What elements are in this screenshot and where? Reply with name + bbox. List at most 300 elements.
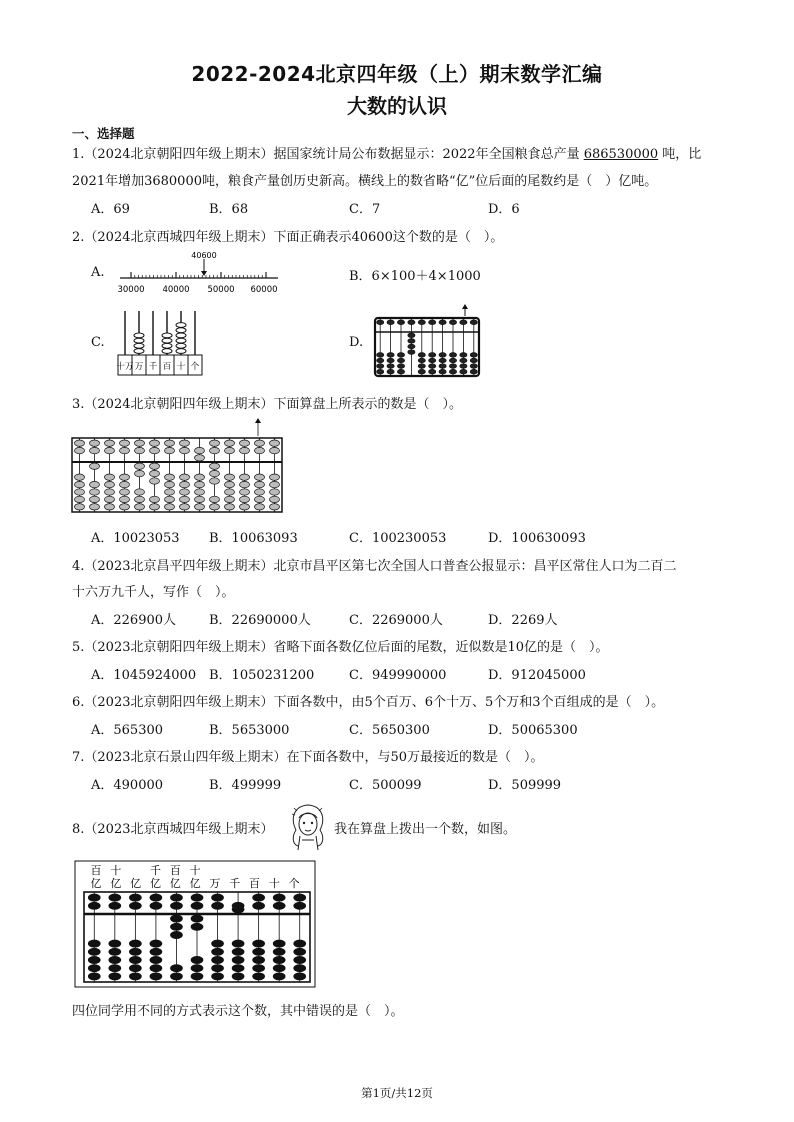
abacus-bead [165,504,175,510]
abacus-bead [294,894,306,901]
abacus-bead [397,320,404,325]
abacus-bead [460,364,467,369]
abacus-bead [150,504,160,510]
number-line-tick-label: 60000 [250,285,278,295]
abacus-bead [449,358,456,363]
abacus-figure-q8 [74,860,316,988]
option-d[interactable]: D. [349,335,364,350]
option-b[interactable]: B．10063093 [209,531,298,546]
option-d[interactable]: D．50065300 [488,723,578,738]
abacus-bead [150,956,162,963]
abacus-bead [129,956,141,963]
abacus-bead [232,948,244,955]
abacus-bead [294,902,306,909]
abacus-bead [150,894,162,901]
abacus-bead [135,496,145,502]
abacus-bead [225,447,235,453]
abacus-bead [90,481,100,487]
abacus-bead [273,948,285,955]
abacus-bead [134,338,144,343]
abacus-bead [470,353,477,358]
abacus-bead [90,447,100,453]
abacus-bead [377,353,384,358]
option-c[interactable]: C．5650300 [349,723,430,738]
option-a[interactable]: A. [91,265,105,280]
option-c[interactable]: C．2269000人 [349,613,443,628]
place-label-bottom: 亿 [169,877,181,890]
abacus-bead [120,489,130,495]
abacus-bead [210,504,220,510]
question-6-stem: 6.（2023北京朝阳四年级上期末）下面各数中，由5个百万、6个十万、5个万和3个百组成的是（ ）。 [72,695,665,710]
place-label: 百 [162,362,172,372]
abacus-bead [105,474,115,480]
abacus-bead [90,489,100,495]
abacus-bead [88,940,100,947]
abacus-bead [150,478,160,484]
page-footer: 第1页/共12页 [361,1086,433,1100]
abacus-bead [170,965,182,972]
abacus-bead [294,940,306,947]
abacus-bead [270,474,280,480]
place-label: 十 [176,362,186,372]
abacus-bead [105,489,115,495]
abacus-bead [270,481,280,487]
abacus-bead [75,496,85,502]
pointer-arrow-head [462,304,468,309]
question-7-stem: 7.（2023北京石景山四年级上期末）在下面各数中，与50万最接近的数是（ ）。 [72,750,544,765]
abacus-bead [270,447,280,453]
option-d[interactable]: D．2269人 [488,613,558,628]
abacus-bead [212,956,224,963]
abacus-bead [180,481,190,487]
abacus-bead [387,320,394,325]
abacus-bead [180,447,190,453]
abacus-bead [195,504,205,510]
option-a[interactable]: A．69 [91,202,130,217]
abacus-bead [105,447,115,453]
abacus-bead [387,369,394,374]
abacus-bead [408,344,415,349]
abacus-bead [150,463,160,469]
place-label-top: 百 [90,864,102,877]
place-label: 千 [148,362,158,372]
section-heading: 一、选择题 [72,126,135,141]
abacus-bead [212,902,224,909]
abacus-bead [134,333,144,338]
place-label-bottom: 个 [288,877,300,890]
abacus-bead [240,504,250,510]
abacus-bead [135,447,145,453]
abacus-bead [195,496,205,502]
abacus-bead [75,489,85,495]
number-line-tick-label: 30000 [117,285,145,295]
question-6-options [91,719,731,737]
abacus-bead [75,474,85,480]
option-d[interactable]: D．912045000 [488,668,586,683]
abacus-frame [72,438,282,512]
place-label-bottom: 万 [209,877,221,890]
abacus-bead [377,320,384,325]
abacus-bead [135,470,145,476]
abacus-bead [180,504,190,510]
abacus-bead [129,965,141,972]
abacus-bead [449,369,456,374]
abacus-bead [439,320,446,325]
abacus-bead [255,496,265,502]
rod-abacus-figure [112,305,206,377]
option-a[interactable]: A．1045924000 [91,668,197,683]
question-2-stem: 2.（2024北京西城四年级上期末）下面正确表示40600这个数的是（ ）。 [72,230,504,245]
abacus-bead [212,973,224,980]
option-d[interactable]: D．509999 [488,778,562,793]
abacus-bead [170,973,182,980]
abacus-bead [150,496,160,502]
abacus-bead [135,504,145,510]
abacus-bead [150,470,160,476]
abacus-bead [439,364,446,369]
abacus-bead [150,965,162,972]
abacus-bead [75,447,85,453]
abacus-bead [418,353,425,358]
abacus-bead [75,504,85,510]
abacus-bead [195,481,205,487]
question-3-stem: 3.（2024北京朝阳四年级上期末）下面算盘上所表示的数是（ ）。 [72,397,462,412]
abacus-bead [240,474,250,480]
abacus-bead [129,940,141,947]
abacus-bead [253,894,265,901]
page-subtitle: 大数的认识 [347,94,447,118]
abacus-bead [470,369,477,374]
abacus-bead [255,440,265,446]
abacus-bead [105,496,115,502]
abacus-bead [253,940,265,947]
question-8-stem-suffix: 我在算盘上拨出一个数，如图。 [334,822,517,837]
abacus-bead [162,343,172,348]
abacus-bead [109,956,121,963]
question-1-line-2: 2021年增加3680000吨，粮食产量创历史新高。横线上的数省略“亿”位后面的尾数约是（ ）亿吨。 [72,174,658,189]
abacus-bead [176,333,186,338]
place-label-bottom: 亿 [130,877,142,890]
abacus-bead [165,474,175,480]
option-b[interactable]: B．22690000人 [209,613,311,628]
abacus-bead [165,489,175,495]
abacus-bead [253,948,265,955]
question-7-options [91,774,731,792]
place-label-top: 十 [110,864,122,877]
abacus-bead [210,470,220,476]
abacus-bead [294,948,306,955]
abacus-bead [134,343,144,348]
abacus-bead [88,902,100,909]
abacus-bead [210,478,220,484]
abacus-bead [387,353,394,358]
page-title: 2022-2024北京四年级（上）期末数学汇编 [191,62,603,86]
place-label-top: 千 [149,864,161,877]
option-d[interactable]: D．6 [488,202,520,217]
abacus-bead [449,353,456,358]
abacus-bead [191,923,203,930]
abacus-bead [449,364,456,369]
abacus-bead [210,496,220,502]
abacus-bead [120,474,130,480]
abacus-bead [460,369,467,374]
abacus-bead [150,902,162,909]
abacus-bead [270,504,280,510]
abacus-bead [150,440,160,446]
option-b[interactable]: B．1050231200 [209,668,315,683]
place-label-bottom: 亿 [110,877,122,890]
abacus-bead [176,323,186,328]
abacus-bead [387,358,394,363]
abacus-bead [255,447,265,453]
abacus-bead [191,956,203,963]
place-label-bottom: 亿 [90,877,102,890]
abacus-bead [210,463,220,469]
abacus-bead [150,948,162,955]
abacus-bead [439,353,446,358]
abacus-bead [429,320,436,325]
abacus-bead [429,364,436,369]
abacus-bead [470,364,477,369]
abacus-bead [162,338,172,343]
abacus-bead [109,894,121,901]
abacus-bead [109,965,121,972]
question-4-line-2: 十六万九千人，写作（ ）。 [72,585,235,600]
option-b[interactable]: B．6×100＋4×1000 [349,269,481,284]
abacus-bead [408,339,415,344]
abacus-bead [162,349,172,354]
abacus-bead [165,447,175,453]
abacus-bead [180,440,190,446]
abacus-bead [129,973,141,980]
abacus-bead [377,358,384,363]
option-c[interactable]: C．100230053 [349,531,447,546]
abacus-bead [294,965,306,972]
abacus-bead [129,902,141,909]
question-4-line-1: 4.（2023北京昌平四年级上期末）北京市昌平区第七次全国人口普查公报显示：昌平区常住人口为二百二 [72,559,677,574]
abacus-bead [470,358,477,363]
option-b[interactable]: B．68 [209,202,249,217]
abacus-bead [408,320,415,325]
abacus-bead [162,333,172,338]
option-c[interactable]: C．7 [349,202,381,217]
question-3-options [91,527,731,545]
abacus-bead [294,973,306,980]
abacus-bead [429,369,436,374]
number-line-tick-label: 40000 [162,285,190,295]
abacus-bead [135,440,145,446]
option-a[interactable]: A．226900人 [91,613,177,628]
abacus-bead [88,948,100,955]
abacus-bead [176,343,186,348]
abacus-bead [109,973,121,980]
abacus-bead [240,447,250,453]
abacus-bead [270,440,280,446]
question-8-followup: 四位同学用不同的方式表示这个数，其中错误的是（ ）。 [72,1004,404,1019]
option-c[interactable]: C. [91,335,105,350]
abacus-bead [90,440,100,446]
abacus-bead [240,496,250,502]
place-label-bottom: 千 [229,877,241,890]
abacus-bead [150,973,162,980]
abacus-bead [255,504,265,510]
abacus-bead [180,496,190,502]
abacus-bead [225,474,235,480]
abacus-bead [408,350,415,355]
abacus-bead [240,481,250,487]
option-a[interactable]: A．10023053 [91,531,180,546]
place-label-bottom: 亿 [189,877,201,890]
pointer-arrow-head [255,418,261,423]
abacus-bead [429,358,436,363]
abacus-bead [88,894,100,901]
abacus-bead [105,481,115,487]
abacus-bead [225,489,235,495]
abacus-bead [165,440,175,446]
place-label-bottom: 亿 [149,877,161,890]
abacus-bead [180,474,190,480]
place-label: 万 [134,362,144,372]
abacus-bead [191,973,203,980]
abacus-bead [135,489,145,495]
question-1-options [91,198,731,216]
abacus-bead [109,940,121,947]
girl-illustration [284,800,332,852]
place-label: 十万 [116,362,134,372]
abacus-bead [75,440,85,446]
abacus-bead [212,948,224,955]
abacus-figure-d [372,302,482,378]
abacus-bead [273,940,285,947]
abacus-bead [88,973,100,980]
abacus-bead [225,481,235,487]
underlined-number: 686530000 [583,147,659,162]
abacus-bead [105,440,115,446]
question-8-stem-prefix: 8.（2023北京西城四年级上期末） [72,822,274,837]
abacus-bead [273,965,285,972]
abacus-bead [418,369,425,374]
option-d[interactable]: D．100630093 [488,531,586,546]
abacus-bead [120,440,130,446]
abacus-bead [195,474,205,480]
abacus-bead [105,504,115,510]
abacus-bead [176,349,186,354]
abacus-bead [195,455,205,461]
abacus-bead [75,481,85,487]
place-label: 个 [190,362,200,372]
place-label-bottom: 百 [249,877,261,890]
abacus-bead [232,973,244,980]
abacus-bead [120,496,130,502]
abacus-bead [90,463,100,469]
question-1-line-1: 1.（2024北京朝阳四年级上期末）据国家统计局公布数据显示：2022年全国粮食总产量 686530000 吨，比 [72,147,702,162]
abacus-bead [191,965,203,972]
abacus-bead [109,902,121,909]
abacus-bead [225,504,235,510]
abacus-bead [397,358,404,363]
abacus-bead [180,489,190,495]
abacus-bead [176,328,186,333]
abacus-bead [195,489,205,495]
abacus-bead [253,965,265,972]
option-c[interactable]: C．500099 [349,778,422,793]
option-b[interactable]: B．499999 [209,778,282,793]
abacus-bead [387,364,394,369]
option-b[interactable]: B．5653000 [209,723,290,738]
abacus-bead [170,915,182,922]
abacus-bead [212,965,224,972]
abacus-bead [135,463,145,469]
abacus-bead [449,320,456,325]
question-5-stem: 5.（2023北京朝阳四年级上期末）省略下面各数亿位后面的尾数，近似数是10亿的是（ ）。 [72,640,609,655]
abacus-bead [397,353,404,358]
abacus-bead [377,369,384,374]
abacus-bead [253,973,265,980]
abacus-bead [294,956,306,963]
abacus-bead [439,369,446,374]
place-label-top: 十 [189,864,201,877]
option-a[interactable]: A．565300 [91,723,164,738]
abacus-bead [150,940,162,947]
abacus-bead [232,956,244,963]
abacus-bead [170,902,182,909]
abacus-bead [129,894,141,901]
abacus-bead [232,902,244,909]
abacus-bead [240,440,250,446]
place-label-bottom: 十 [268,877,280,890]
abacus-bead [210,440,220,446]
abacus-bead [418,320,425,325]
abacus-bead [273,902,285,909]
abacus-bead [273,956,285,963]
abacus-bead [460,358,467,363]
abacus-bead [210,447,220,453]
abacus-bead [273,973,285,980]
abacus-bead [120,504,130,510]
abacus-bead [191,915,203,922]
abacus-bead [253,902,265,909]
abacus-bead [470,320,477,325]
abacus-bead [165,481,175,487]
abacus-bead [253,956,265,963]
abacus-bead [150,447,160,453]
abacus-bead [120,447,130,453]
option-a[interactable]: A．490000 [91,778,164,793]
abacus-bead [270,496,280,502]
abacus-bead [255,481,265,487]
abacus-bead [170,894,182,901]
abacus-bead [460,353,467,358]
abacus-figure-q3 [70,414,286,514]
abacus-bead [109,948,121,955]
number-line-marker-label: 40600 [191,251,217,260]
abacus-bead [195,447,205,453]
abacus-bead [397,364,404,369]
abacus-bead [165,496,175,502]
question-4-options [91,609,731,627]
abacus-bead [273,894,285,901]
abacus-bead [418,358,425,363]
option-c[interactable]: C．949990000 [349,668,447,683]
number-line-figure [112,250,284,298]
abacus-bead [255,474,265,480]
abacus-bead [134,349,144,354]
abacus-bead [129,948,141,955]
abacus-bead [191,902,203,909]
abacus-bead [170,931,182,938]
abacus-bead [377,364,384,369]
abacus-bead [232,965,244,972]
